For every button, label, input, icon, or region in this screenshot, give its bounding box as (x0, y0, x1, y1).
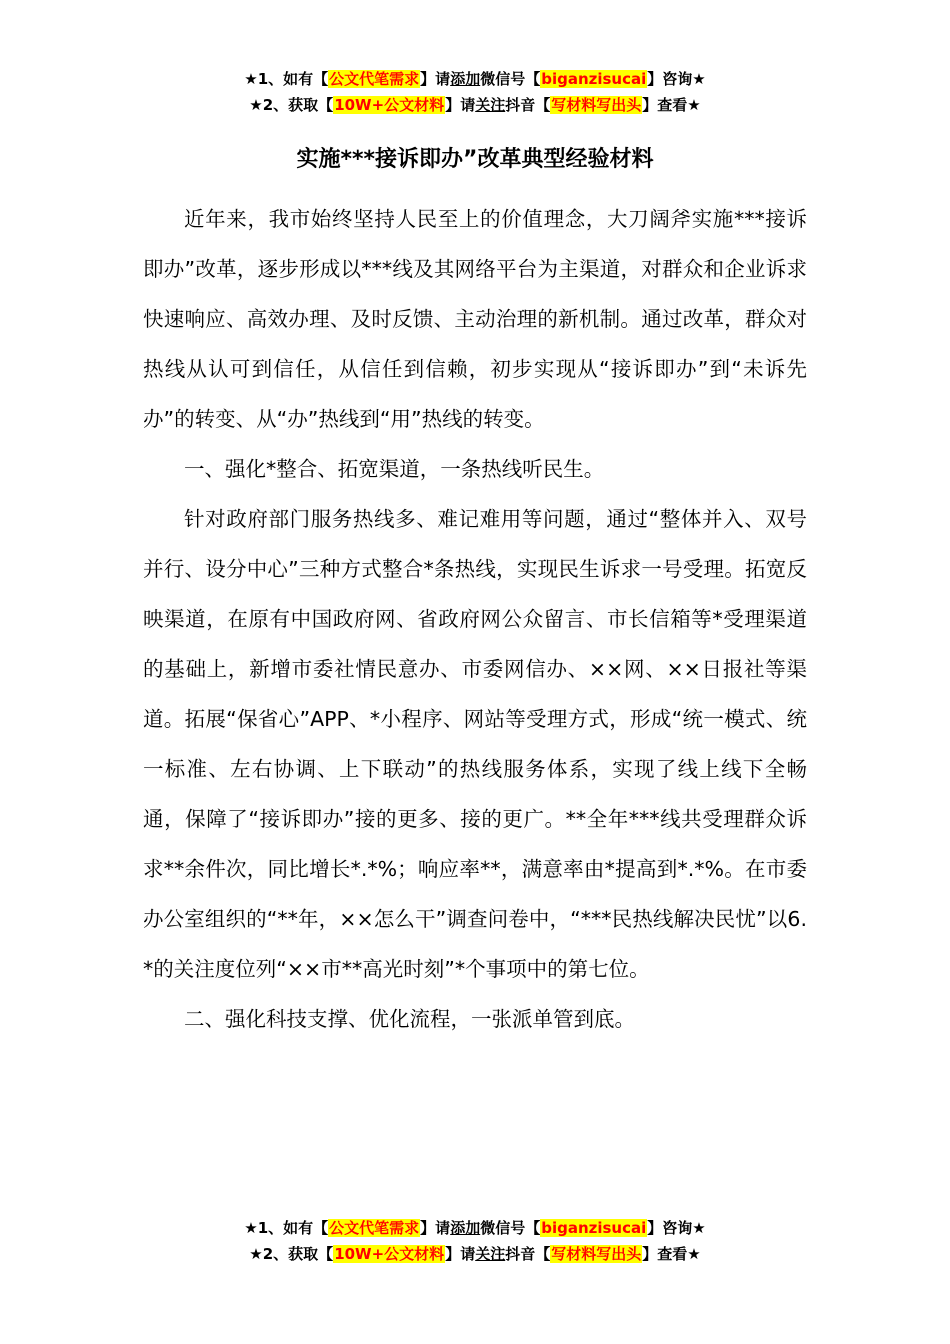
ad-line-2 (0, 1241, 950, 1267)
ad-banner-bottom (0, 1215, 950, 1267)
ad-highlight: 10W+公文材料 (334, 1245, 445, 1263)
ad-banner-top (0, 66, 950, 118)
ad-highlight: 公文代笔需求 (329, 1219, 420, 1237)
ad-highlight: 写材料写出头 (551, 1245, 642, 1263)
ad-text: 】查看★ (642, 1245, 701, 1263)
ad-text: 】请 (445, 96, 476, 114)
ad-text: 抖音【 (505, 1245, 551, 1263)
document-title: 实施***接诉即办”改革典型经验材料 (296, 147, 654, 172)
ad-text: 】咨询★ (647, 70, 706, 88)
body-paragraph: 针对政府部门服务热线多、难记难用等问题，通过“整体并入、双号并行、设分中心”三种方式整合*条热线，实现民生诉求一号受理。拓宽反映渠道，在原有中国政府网、省政府网公众留言、市长信箱等*受理渠道的基础上，新增市委社情民意办、市委网信办、××网、××日报社等渠道。拓展“保省心”APP、*小程序、网站等受理方式，形成“统一模式、统一标准、左右协调、上下联动”的热线服务体系，实现了线上线下全畅通，保障了“接诉即办”接的更多、接的更广。**全年***线共受理群众诉求**余件次，同比增长*.*%；响应率**，满意率由*提高到*.*%。在市委办公室组织的“**年，××怎么干”调查问卷中，“***民热线解决民忧”以6.*的关注度位列“××市**高光时刻”*个事项中的第七位。 (143, 507, 807, 981)
ad-highlight: biganzisucai (541, 1219, 647, 1237)
ad-highlight: 写材料写出头 (551, 96, 642, 114)
ad-text: 】请 (420, 1219, 451, 1237)
ad-underline: 关注 (475, 1245, 506, 1263)
ad-text: 】查看★ (642, 96, 701, 114)
section-heading: 二、强化科技支撑、优化流程，一张派单管到底。 (184, 1007, 635, 1031)
ad-text: ★2、获取【 (249, 1245, 334, 1263)
ad-underline: 添加 (450, 1219, 481, 1237)
ad-text: 】咨询★ (647, 1219, 706, 1237)
body-paragraph: 近年来，我市始终坚持人民至上的价值理念，大刀阔斧实施***接诉即办”改革，逐步形成以***线及其网络平台为主渠道，对群众和企业诉求快速响应、高效办理、及时反馈、主动治理的新机制。通过改革，群众对热线从认可到信任，从信任到信赖，初步实现从“接诉即办”到“未诉先办”的转变、从“办”热线到“用”热线的转变。 (143, 207, 807, 431)
section-heading: 一、强化*整合、拓宽渠道，一条热线听民生。 (184, 457, 605, 481)
ad-text: 微信号【 (480, 1219, 541, 1237)
ad-highlight: 10W+公文材料 (334, 96, 445, 114)
ad-line-1 (0, 66, 950, 92)
ad-text: 微信号【 (480, 70, 541, 88)
ad-highlight: biganzisucai (541, 70, 647, 88)
ad-text: 】请 (420, 70, 451, 88)
ad-text: 】请 (445, 1245, 476, 1263)
ad-underline: 关注 (475, 96, 506, 114)
ad-text: 抖音【 (505, 96, 551, 114)
ad-text: ★1、如有【 (244, 1219, 329, 1237)
ad-text: ★2、获取【 (249, 96, 334, 114)
ad-line-1 (0, 1215, 950, 1241)
document-body (143, 194, 807, 1044)
ad-text: ★1、如有【 (244, 70, 329, 88)
ad-underline: 添加 (450, 70, 481, 88)
ad-line-2 (0, 92, 950, 118)
ad-highlight: 公文代笔需求 (329, 70, 420, 88)
